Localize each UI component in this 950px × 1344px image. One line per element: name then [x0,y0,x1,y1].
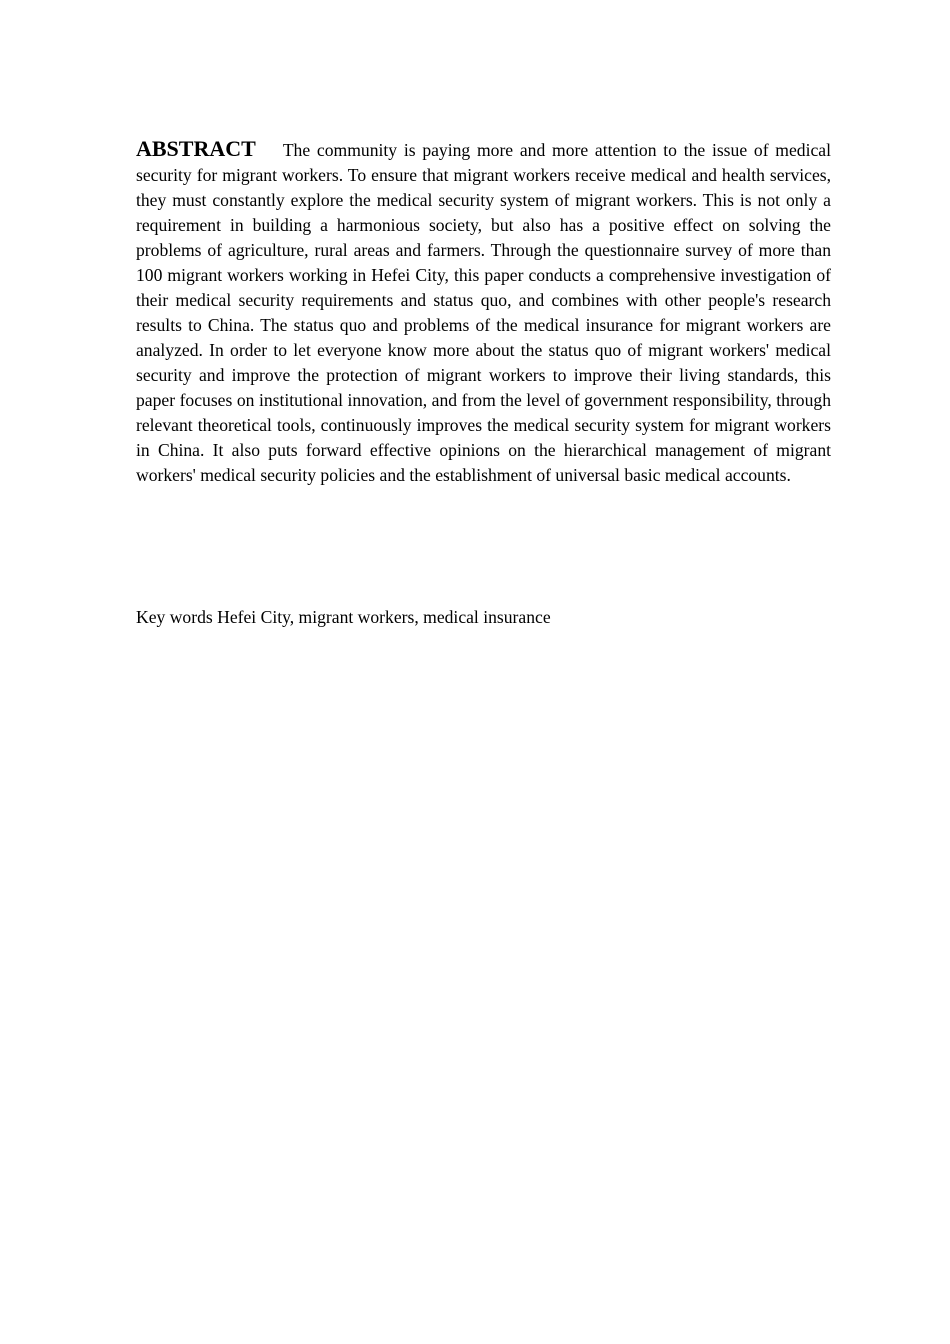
abstract-paragraph [136,136,831,488]
abstract-section [136,136,831,488]
abstract-heading: ABSTRACT [136,136,256,161]
abstract-body: The community is paying more and more attention to the issue of medical security for migrant workers. To ensure that migrant workers receive medical and health services, they must constantly explore the medical security system of migrant workers. This is not only a requirement in building a harmonious society, but also has a positive effect on solving the problems of agriculture, rural areas and farmers. Through the questionnaire survey of more than 100 migrant workers working in Hefei City, this paper conducts a comprehensive investigation of their medical security requirements and status quo, and combines with other people's research results to China. The status quo and problems of the medical insurance for migrant workers are analyzed. In order to let everyone know more about the status quo of migrant workers' medical security and improve the protection of migrant workers to improve their living standards, this paper focuses on institutional innovation, and from the level of government responsibility, through relevant theoretical tools, continuously improves the medical security system for migrant workers in China. It also puts forward effective opinions on the hierarchical management of migrant workers' medical security policies and the establishment of universal basic medical accounts. [136,140,831,485]
keywords-line: Key words Hefei City, migrant workers, medical insurance [136,607,551,627]
